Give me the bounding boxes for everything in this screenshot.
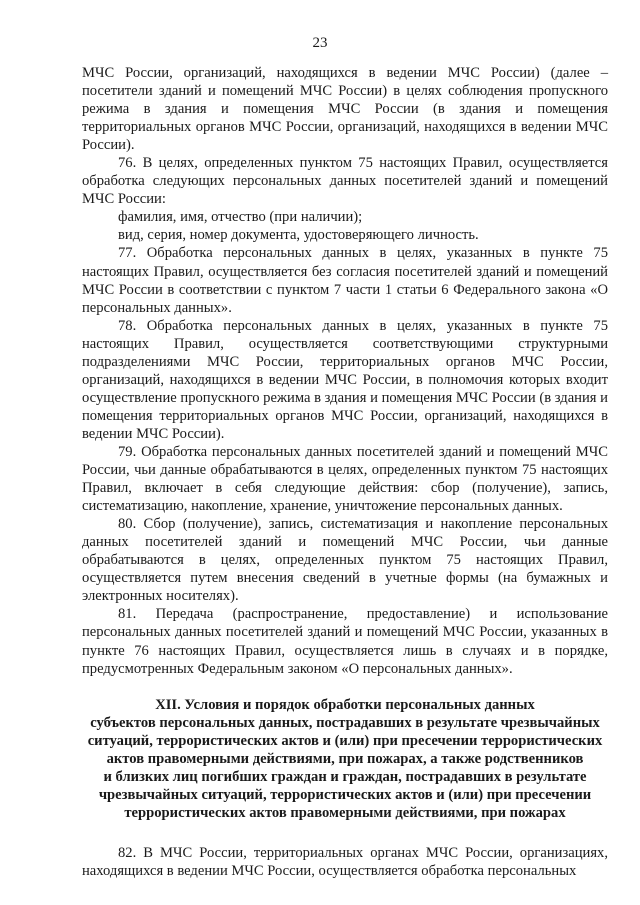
section-heading-xii [82,696,608,822]
heading-line: XII. Условия и порядок обработки персональных данных [155,696,535,713]
paragraph-76-item-name: фамилия, имя, отчество (при наличии); [118,209,363,226]
heading-line: актов правомерными действиями, при пожарах, а также родственников [106,750,584,767]
paragraph-78: 78. Обработка персональных данных в целях, указанных в пункте 75 настоящих Правил, осуществляется соответствующими структурными подразделениями МЧС России, территориальных органов МЧС России, организаций, находящихся в ведении МЧС России, в полномочия которых входит осуществление пропускного режима в здания и помещения МЧС России (в здания и помещения территориальных органов МЧС России, организаций, находящихся в ведении МЧС России). [82,317,608,442]
heading-line: и близких лиц погибших граждан и граждан, пострадавших в результате [103,768,587,785]
heading-line: субъектов персональных данных, пострадавших в результате чрезвычайных [90,714,600,731]
paragraph-continuation: МЧС России, организаций, находящихся в ведении МЧС России) (далее – посетители зданий и помещений МЧС России) в целях соблюдения пропускного режима в здания и помещения МЧС России (в здания и помещения территориальных органов МЧС России, организаций, находящихся в ведении МЧС России). [82,65,608,154]
page-number: 23 [312,35,328,51]
heading-line: ситуаций, террористических актов и (или) при пресечении террористических [87,732,603,749]
paragraph-80: 80. Сбор (получение), запись, систематизация и накопление персональных данных посетителей зданий и помещений МЧС России, чьи данные обрабатываются в целях, определенных пунктом 75 настоящих Правил, осуществляется путем внесения сведений в учетные формы (на бумажных и электронных носителях). [82,516,608,605]
heading-line: террористических актов правомерными действиями, при пожарах [124,804,566,821]
paragraph-76-item-document: вид, серия, номер документа, удостоверяющего личность. [118,227,479,244]
paragraph-77: 77. Обработка персональных данных в целях, указанных в пункте 75 настоящих Правил, осуществляется без согласия посетителей зданий и помещений МЧС России в соответствии с пунктом 7 части 1 статьи 6 Федерального закона «О персональных данных». [82,245,608,316]
paragraph-81: 81. Передача (распространение, предоставление) и использование персональных данных посетителей зданий и помещений МЧС России, указанных в пункте 76 настоящих Правил, осуществляется лишь в случаях и в порядке, предусмотренных Федеральным законом «О персональных данных». [82,606,608,677]
paragraph-76: 76. В целях, определенных пунктом 75 настоящих Правил, осуществляется обработка следующих персональных данных посетителей зданий и помещений МЧС России: [82,155,608,208]
paragraph-82: 82. В МЧС России, территориальных органах МЧС России, организациях, находящихся в ведении МЧС России, осуществляется обработка персональных [82,844,608,879]
document-body [82,64,608,880]
paragraph-79: 79. Обработка персональных данных посетителей зданий и помещений МЧС России, чьи данные обрабатываются в целях, определенных пунктом 75 настоящих Правил, включает в себя следующие действия: сбор (получение), запись, систематизацию, накопление, хранение, уничтожение персональных данных. [82,443,608,515]
heading-line: чрезвычайных ситуаций, террористических актов и (или) при пресечении [98,786,592,803]
